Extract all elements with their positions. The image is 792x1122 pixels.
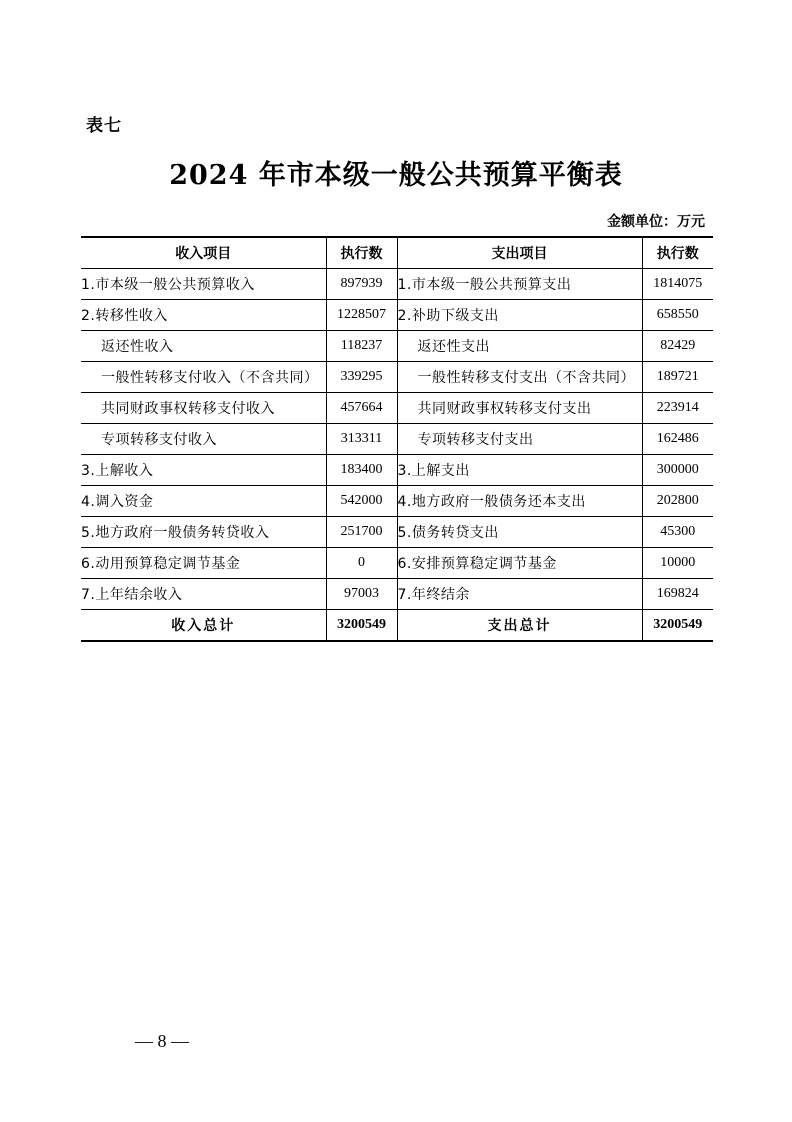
table-row bbox=[81, 486, 713, 517]
income-item: 4.调入资金 bbox=[81, 486, 326, 517]
table-label: 表七 bbox=[86, 116, 122, 136]
expense-value: 162486 bbox=[642, 424, 713, 455]
table-row bbox=[81, 269, 713, 300]
expense-value: 45300 bbox=[642, 517, 713, 548]
income-item: 一般性转移支付收入（不含共同） bbox=[81, 362, 326, 393]
income-value: 313311 bbox=[326, 424, 397, 455]
income-value: 339295 bbox=[326, 362, 397, 393]
income-item: 1.市本级一般公共预算收入 bbox=[81, 269, 326, 300]
expense-value: 82429 bbox=[642, 331, 713, 362]
income-item: 3.上解收入 bbox=[81, 455, 326, 486]
header-income-item: 收入项目 bbox=[81, 237, 326, 269]
expense-value: 189721 bbox=[642, 362, 713, 393]
header-expense-value: 执行数 bbox=[642, 237, 713, 269]
income-item: 5.地方政府一般债务转贷收入 bbox=[81, 517, 326, 548]
income-item: 7.上年结余收入 bbox=[81, 579, 326, 610]
income-total-label: 收入总计 bbox=[81, 610, 326, 642]
income-total-value: 3200549 bbox=[326, 610, 397, 642]
expense-total-value: 3200549 bbox=[642, 610, 713, 642]
income-item: 专项转移支付收入 bbox=[81, 424, 326, 455]
unit-note: 金额单位：万元 bbox=[607, 214, 705, 230]
expense-item: 2.补助下级支出 bbox=[397, 300, 642, 331]
expense-value: 658550 bbox=[642, 300, 713, 331]
expense-value: 223914 bbox=[642, 393, 713, 424]
expense-item: 4.地方政府一般债务还本支出 bbox=[397, 486, 642, 517]
expense-value: 10000 bbox=[642, 548, 713, 579]
expense-value: 1814075 bbox=[642, 269, 713, 300]
expense-item: 6.安排预算稳定调节基金 bbox=[397, 548, 642, 579]
income-value: 897939 bbox=[326, 269, 397, 300]
expense-item: 共同财政事权转移支付支出 bbox=[397, 393, 642, 424]
table-row bbox=[81, 424, 713, 455]
page-number: — 8 — bbox=[135, 1031, 189, 1051]
income-value: 183400 bbox=[326, 455, 397, 486]
expense-item: 一般性转移支付支出（不含共同） bbox=[397, 362, 642, 393]
table-row bbox=[81, 517, 713, 548]
income-value: 97003 bbox=[326, 579, 397, 610]
expense-item: 3.上解支出 bbox=[397, 455, 642, 486]
income-value: 118237 bbox=[326, 331, 397, 362]
budget-balance-table bbox=[81, 236, 713, 642]
document-title: 2024 年市本级一般公共预算平衡表 bbox=[169, 160, 623, 191]
table-header-row bbox=[81, 237, 713, 269]
table-row bbox=[81, 455, 713, 486]
expense-item: 1.市本级一般公共预算支出 bbox=[397, 269, 642, 300]
header-expense-item: 支出项目 bbox=[397, 237, 642, 269]
income-value: 251700 bbox=[326, 517, 397, 548]
table-row bbox=[81, 331, 713, 362]
expense-item: 7.年终结余 bbox=[397, 579, 642, 610]
table-row bbox=[81, 393, 713, 424]
table-row bbox=[81, 362, 713, 393]
expense-value: 300000 bbox=[642, 455, 713, 486]
income-item: 共同财政事权转移支付收入 bbox=[81, 393, 326, 424]
expense-item: 返还性支出 bbox=[397, 331, 642, 362]
income-item: 返还性收入 bbox=[81, 331, 326, 362]
income-value: 0 bbox=[326, 548, 397, 579]
expense-item: 专项转移支付支出 bbox=[397, 424, 642, 455]
income-item: 2.转移性收入 bbox=[81, 300, 326, 331]
header-income-value: 执行数 bbox=[326, 237, 397, 269]
expense-value: 169824 bbox=[642, 579, 713, 610]
table-row bbox=[81, 300, 713, 331]
total-row bbox=[81, 610, 713, 642]
income-value: 1228507 bbox=[326, 300, 397, 331]
expense-item: 5.债务转贷支出 bbox=[397, 517, 642, 548]
table-row bbox=[81, 548, 713, 579]
expense-total-label: 支出总计 bbox=[397, 610, 642, 642]
expense-value: 202800 bbox=[642, 486, 713, 517]
income-value: 542000 bbox=[326, 486, 397, 517]
income-value: 457664 bbox=[326, 393, 397, 424]
table-row bbox=[81, 579, 713, 610]
income-item: 6.动用预算稳定调节基金 bbox=[81, 548, 326, 579]
